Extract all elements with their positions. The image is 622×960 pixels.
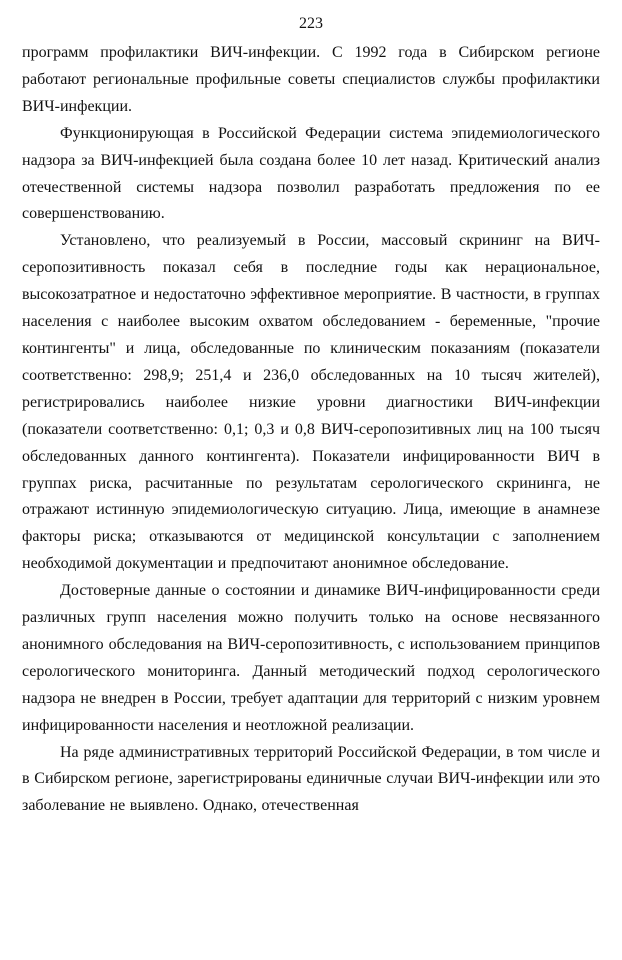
- paragraph: Функционирующая в Российской Федерации система эпидемиологического надзора за ВИЧ-инфекцией была создана более 10 лет назад. Критический анализ отечественной системы надзора позволил разработать предложения по ее совершенствованию.: [22, 124, 600, 223]
- paragraph: Достоверные данные о состоянии и динамике ВИЧ-инфицированности среди различных групп населения можно получить только на основе несвязанного анонимного обследования на ВИЧ-серопозитивность, с использованием принципов серологического мониторинга. Данный методический подход серологического надзора не внедрен в России, требует адаптации для территорий с низким уровнем инфицированности населения и неотложной реализации.: [22, 582, 600, 734]
- paragraph: Установлено, что реализуемый в России, массовый скрининг на ВИЧ-серопозитивность показал себя в последние годы как нерациональное, высокозатратное и недостаточно эффективное мероприятие. В частности, в группах населения с наиболее высоким охватом обследованием - беременные, "прочие контингенты" и лица, обследованные по клиническим показаниям (показатели соответственно: 298,9; 251,4 и 236,0 обследованных на 10 тысяч жителей), регистрировались наиболее низкие уровни диагностики ВИЧ-инфекции (показатели соответственно: 0,1; 0,3 и 0,8 ВИЧ-серопозитивных лиц на 100 тысяч обследованных данного контингента). Показатели инфицированности ВИЧ в группах риска, расчитанные по результатам серологического скрининга, не отражают истинную эпидемиологическую ситуацию. Лица, имеющие в анамнезе факторы риска; отказываются от медицинской консультации с заполнением необходимой документации и предпочитают анонимное обследование.: [22, 232, 600, 573]
- document-page: [22, 12, 600, 820]
- paragraph: программ профилактики ВИЧ-инфекции. С 1992 года в Сибирском регионе работают региональные профильные советы специалистов службы профилактики ВИЧ-инфекции.: [22, 44, 600, 115]
- page-number: 223: [299, 15, 323, 32]
- paragraph: На ряде административных территорий Российской Федерации, в том числе и в Сибирском регионе, зарегистрированы единичные случаи ВИЧ-инфекции или это заболевание не выявлено. Однако, отечественная: [22, 743, 600, 815]
